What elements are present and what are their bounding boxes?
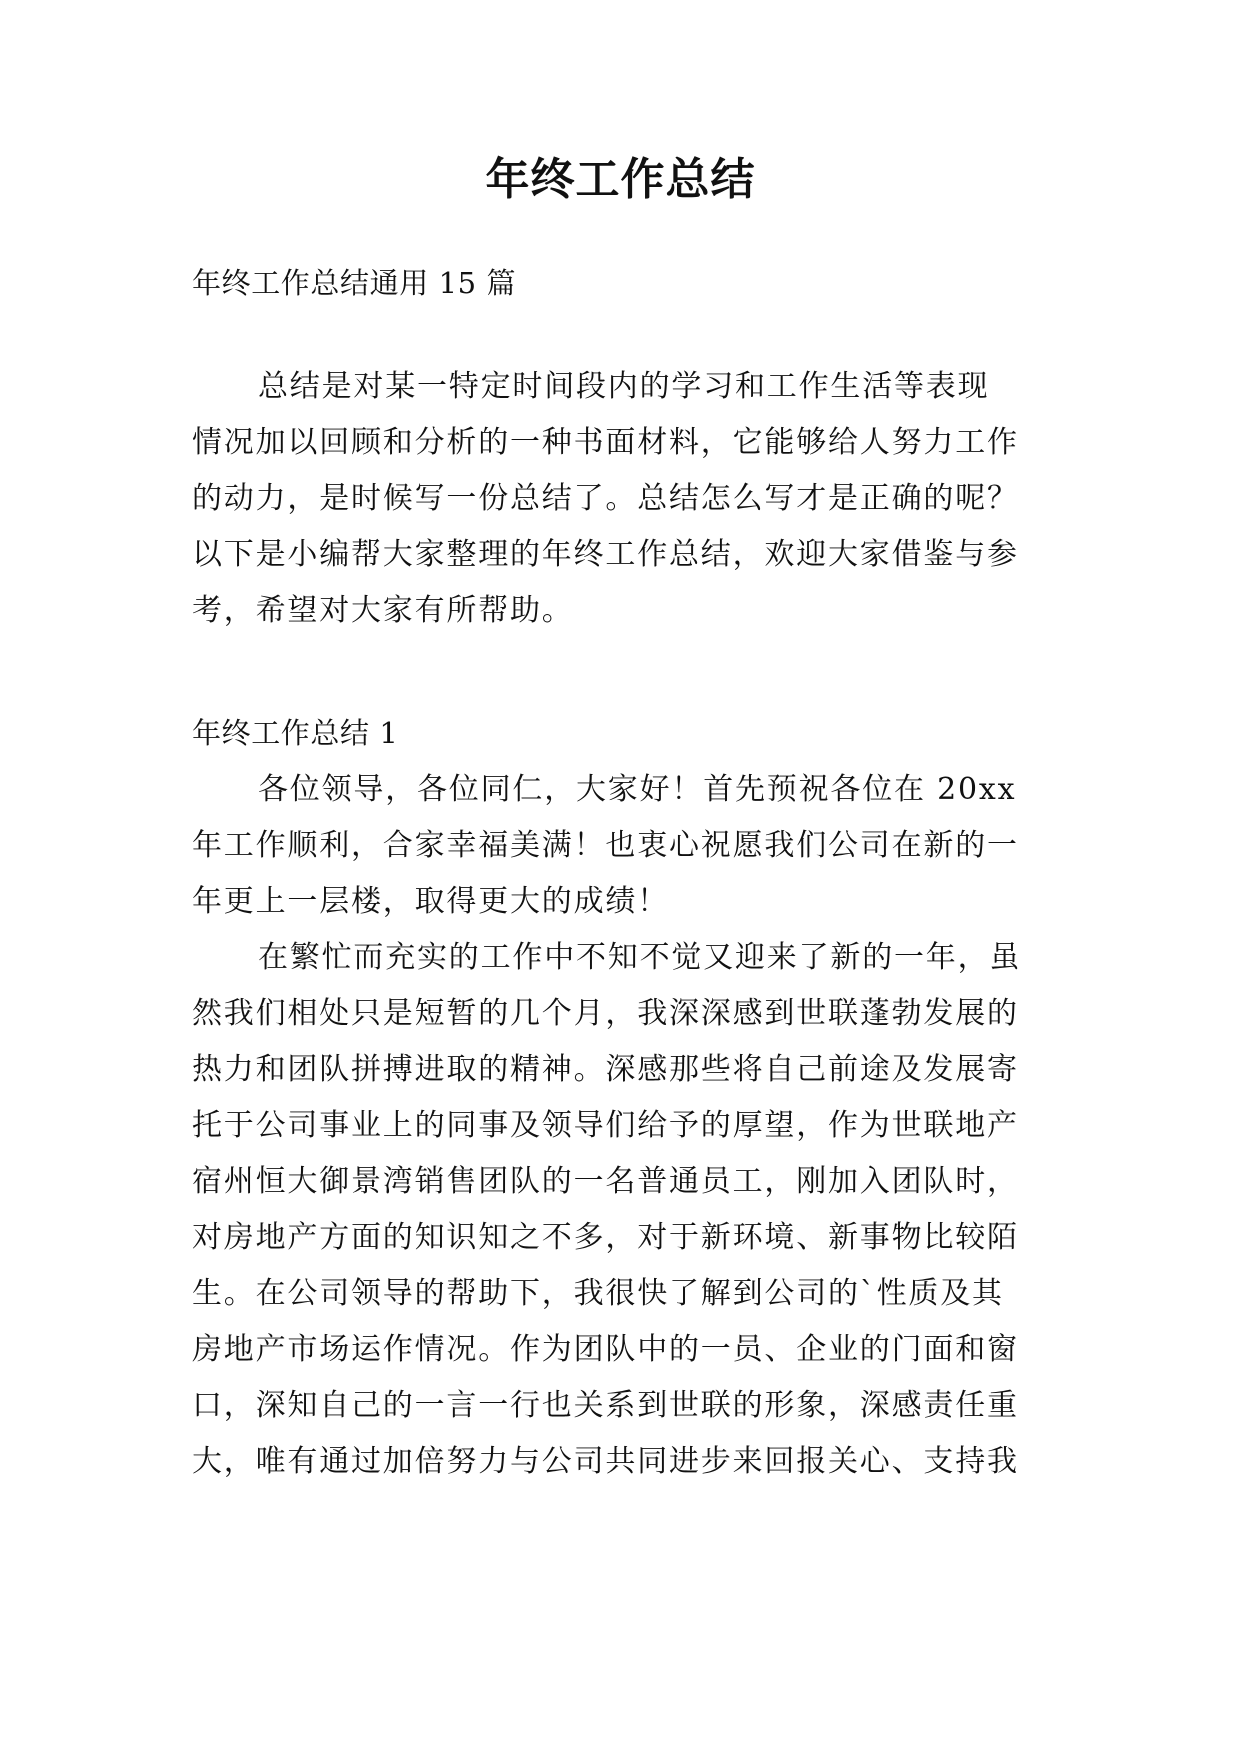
intro-line: 情况加以回顾和分析的一种书面材料，它能够给人努力工作 bbox=[192, 425, 1019, 460]
paragraph-line: 在繁忙而充实的工作中不知不觉又迎来了新的一年，虽 bbox=[258, 940, 1022, 975]
paragraph-line: 生。在公司领导的帮助下，我很快了解到公司的`性质及其 bbox=[192, 1276, 1004, 1311]
paragraph-line: 年工作顺利，合家幸福美满！也衷心祝愿我们公司在新的一 bbox=[192, 828, 1019, 863]
intro-line: 的动力，是时候写一份总结了。总结怎么写才是正确的呢？ bbox=[192, 481, 1019, 516]
section-heading: 年终工作总结 1 bbox=[192, 716, 399, 750]
paragraph-line: 口，深知自己的一言一行也关系到世联的形象，深感责任重 bbox=[192, 1388, 1019, 1423]
intro-line: 总结是对某一特定时间段内的学习和工作生活等表现 bbox=[258, 369, 990, 404]
document-subtitle: 年终工作总结通用 15 篇 bbox=[192, 266, 517, 300]
paragraph-line: 各位领导，各位同仁，大家好！首先预祝各位在 20xx bbox=[258, 772, 1017, 807]
paragraph-line: 然我们相处只是短暂的几个月，我深深感到世联蓬勃发展的 bbox=[192, 996, 1019, 1031]
paragraph-line: 托于公司事业上的同事及领导们给予的厚望，作为世联地产 bbox=[192, 1108, 1019, 1143]
paragraph-line: 房地产市场运作情况。作为团队中的一员、企业的门面和窗 bbox=[192, 1332, 1019, 1367]
intro-line: 以下是小编帮大家整理的年终工作总结，欢迎大家借鉴与参 bbox=[192, 537, 1019, 572]
intro-line: 考，希望对大家有所帮助。 bbox=[192, 593, 574, 628]
paragraph-line: 热力和团队拼搏进取的精神。深感那些将自己前途及发展寄 bbox=[192, 1052, 1019, 1087]
document-title: 年终工作总结 bbox=[485, 154, 756, 205]
paragraph-line: 对房地产方面的知识知之不多，对于新环境、新事物比较陌 bbox=[192, 1220, 1019, 1255]
paragraph-line: 宿州恒大御景湾销售团队的一名普通员工，刚加入团队时， bbox=[192, 1164, 1019, 1199]
paragraph-line: 年更上一层楼，取得更大的成绩！ bbox=[192, 884, 669, 919]
paragraph-line: 大，唯有通过加倍努力与公司共同进步来回报关心、支持我 bbox=[192, 1444, 1019, 1479]
